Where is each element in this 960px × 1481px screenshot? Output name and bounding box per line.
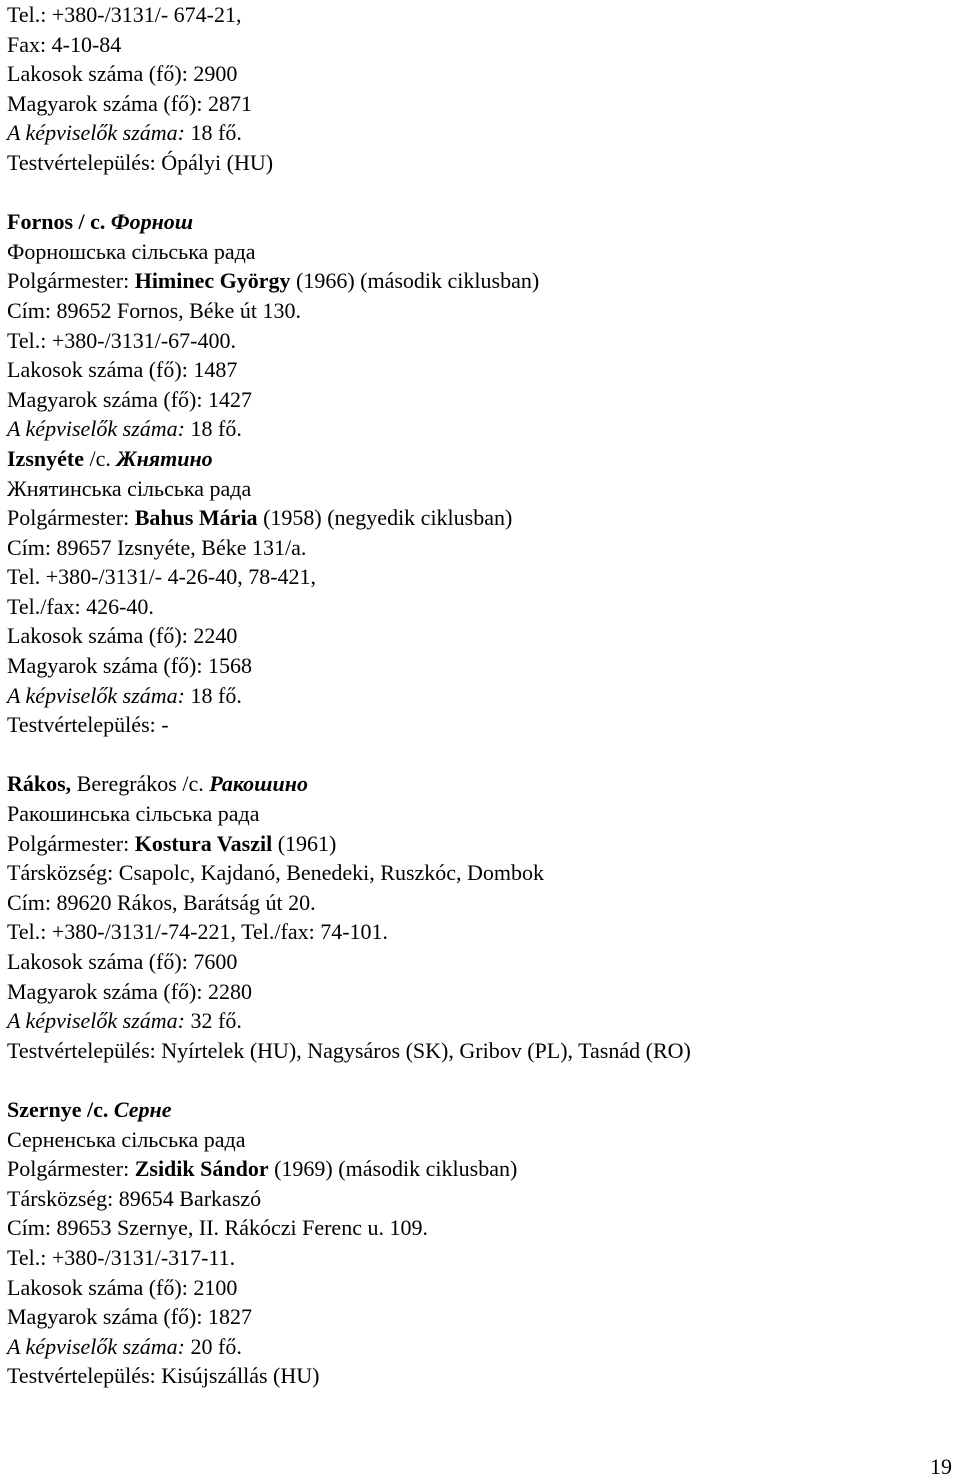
text-line	[7, 651, 947, 681]
text-segment: Форношська сільська рада	[7, 238, 256, 264]
text-line	[7, 30, 947, 60]
document-body	[7, 0, 947, 1391]
text-line	[7, 503, 947, 533]
text-line	[7, 1332, 947, 1362]
text-segment: Lakosok száma (fő): 2240	[7, 623, 238, 649]
text-segment: Beregrákos /c.	[71, 771, 210, 797]
text-segment: 18 fő.	[185, 416, 242, 442]
text-line	[7, 1302, 947, 1332]
text-line	[7, 1006, 947, 1036]
text-segment: Cím: 89652 Fornos, Béke út 130.	[7, 297, 301, 323]
text-line	[7, 977, 947, 1007]
text-segment: Szernye /c.	[7, 1096, 114, 1122]
text-segment: Ракошино	[209, 771, 308, 797]
text-segment: Testvértelepülés: Nyírtelek (HU), Nagysáros (SK), Gribov (PL), Tasnád (RO)	[7, 1037, 691, 1063]
text-segment: Ракошинська сільська рада	[7, 801, 260, 827]
text-segment: Cím: 89620 Rákos, Barátság út 20.	[7, 889, 316, 915]
text-line	[7, 118, 947, 148]
text-segment: Tel.: +380-/3131/- 674-21,	[7, 2, 242, 27]
text-segment: Magyarok száma (fő): 2871	[7, 90, 252, 116]
text-segment: Magyarok száma (fő): 1827	[7, 1304, 252, 1330]
text-segment: Magyarok száma (fő): 1427	[7, 386, 252, 412]
text-line	[7, 917, 947, 947]
text-line	[7, 1243, 947, 1273]
text-segment: Polgármester:	[7, 1156, 135, 1182]
text-segment: /c.	[89, 445, 117, 471]
text-line	[7, 562, 947, 592]
text-segment: Társközség: 89654 Barkaszó	[7, 1185, 262, 1211]
blank-line	[7, 1065, 947, 1095]
text-segment: Magyarok száma (fő): 2280	[7, 978, 252, 1004]
blank-line	[7, 178, 947, 208]
text-line	[7, 414, 947, 444]
text-segment: Жнятинська сільська рада	[7, 475, 252, 501]
text-segment: Testvértelepülés: Kisújszállás (HU)	[7, 1363, 320, 1389]
text-segment: Testvértelepülés: Ópályi (HU)	[7, 149, 274, 175]
text-segment: Testvértelepülés: -	[7, 712, 169, 738]
text-segment: (1969) (második ciklusban)	[268, 1156, 518, 1182]
text-segment: A képviselők száma:	[7, 1008, 185, 1034]
text-segment: Lakosok száma (fő): 1487	[7, 357, 238, 383]
text-line	[7, 799, 947, 829]
text-segment: Társközség: Csapolc, Kajdanó, Benedeki, Ruszkóc, Dombok	[7, 860, 545, 886]
text-line	[7, 1273, 947, 1303]
blank-line	[7, 740, 947, 770]
text-segment: (1961)	[272, 830, 337, 856]
text-line	[7, 207, 947, 237]
text-line	[7, 1184, 947, 1214]
text-segment: A képviselők száma:	[7, 1333, 185, 1359]
text-line	[7, 533, 947, 563]
text-line	[7, 1095, 947, 1125]
text-segment: (1958) (negyedik ciklusban)	[257, 505, 513, 531]
text-line	[7, 888, 947, 918]
text-line	[7, 1154, 947, 1184]
text-segment: Lakosok száma (fő): 2900	[7, 61, 238, 87]
text-segment: Polgármester:	[7, 830, 135, 856]
text-segment: Bahus Mária	[134, 505, 258, 531]
text-segment: Magyarok száma (fő): 1568	[7, 653, 252, 679]
text-segment: A képviselők száma:	[7, 682, 185, 708]
text-line	[7, 1361, 947, 1391]
text-segment: 18 fő.	[185, 120, 242, 146]
text-segment: Fornos / c.	[7, 209, 111, 235]
text-segment: Himinec György	[134, 268, 291, 294]
text-line	[7, 266, 947, 296]
text-segment: Fax: 4-10-84	[7, 31, 122, 57]
text-line	[7, 829, 947, 859]
text-line	[7, 59, 947, 89]
text-segment: A képviselők száma:	[7, 416, 185, 442]
text-line	[7, 1125, 947, 1155]
text-line	[7, 769, 947, 799]
text-segment: (1966) (második ciklusban)	[290, 268, 540, 294]
text-line	[7, 444, 947, 474]
page-number: 19	[930, 1454, 952, 1479]
text-segment: Polgármester:	[7, 505, 135, 531]
text-segment: Tel.: +380-/3131/-74-221, Tel./fax: 74-101.	[7, 919, 389, 945]
text-line	[7, 237, 947, 267]
text-segment: A képviselők száma:	[7, 120, 185, 146]
text-line	[7, 355, 947, 385]
text-segment: Polgármester:	[7, 268, 135, 294]
text-segment: Zsidik Sándor	[134, 1156, 269, 1182]
text-line	[7, 474, 947, 504]
text-line	[7, 1213, 947, 1243]
text-line	[7, 621, 947, 651]
text-segment: Lakosok száma (fő): 2100	[7, 1274, 238, 1300]
text-segment: Cím: 89657 Izsnyéte, Béke 131/a.	[7, 534, 307, 560]
text-segment: Izsnyéte	[7, 445, 90, 471]
text-line	[7, 296, 947, 326]
text-line	[7, 1036, 947, 1066]
text-segment: Форнош	[110, 209, 194, 235]
text-segment: 18 fő.	[185, 682, 242, 708]
text-line	[7, 947, 947, 977]
text-segment: Жнятино	[116, 445, 213, 471]
text-line	[7, 326, 947, 356]
text-segment: Kostura Vaszil	[134, 830, 273, 856]
text-segment: Lakosok száma (fő): 7600	[7, 949, 238, 974]
text-segment: Rákos,	[7, 771, 72, 797]
text-segment: 32 fő.	[185, 1008, 242, 1034]
text-segment: Tel.: +380-/3131/-317-11.	[7, 1244, 236, 1270]
text-segment: Серненська сільська рада	[7, 1126, 246, 1152]
text-segment: Cím: 89653 Szernye, II. Rákóczi Ferenc u. 109.	[7, 1215, 428, 1241]
text-line	[7, 681, 947, 711]
text-segment: Tel. +380-/3131/- 4-26-40, 78-421,	[7, 564, 317, 590]
text-segment: Tel.: +380-/3131/-67-400.	[7, 327, 237, 353]
text-line	[7, 385, 947, 415]
text-line	[7, 710, 947, 740]
text-segment: Серне	[113, 1096, 172, 1122]
text-line	[7, 858, 947, 888]
text-line	[7, 592, 947, 622]
text-segment: 20 fő.	[185, 1333, 242, 1359]
text-line	[7, 148, 947, 178]
text-segment: Tel./fax: 426-40.	[7, 593, 154, 619]
text-line	[7, 0, 947, 30]
text-line	[7, 89, 947, 119]
